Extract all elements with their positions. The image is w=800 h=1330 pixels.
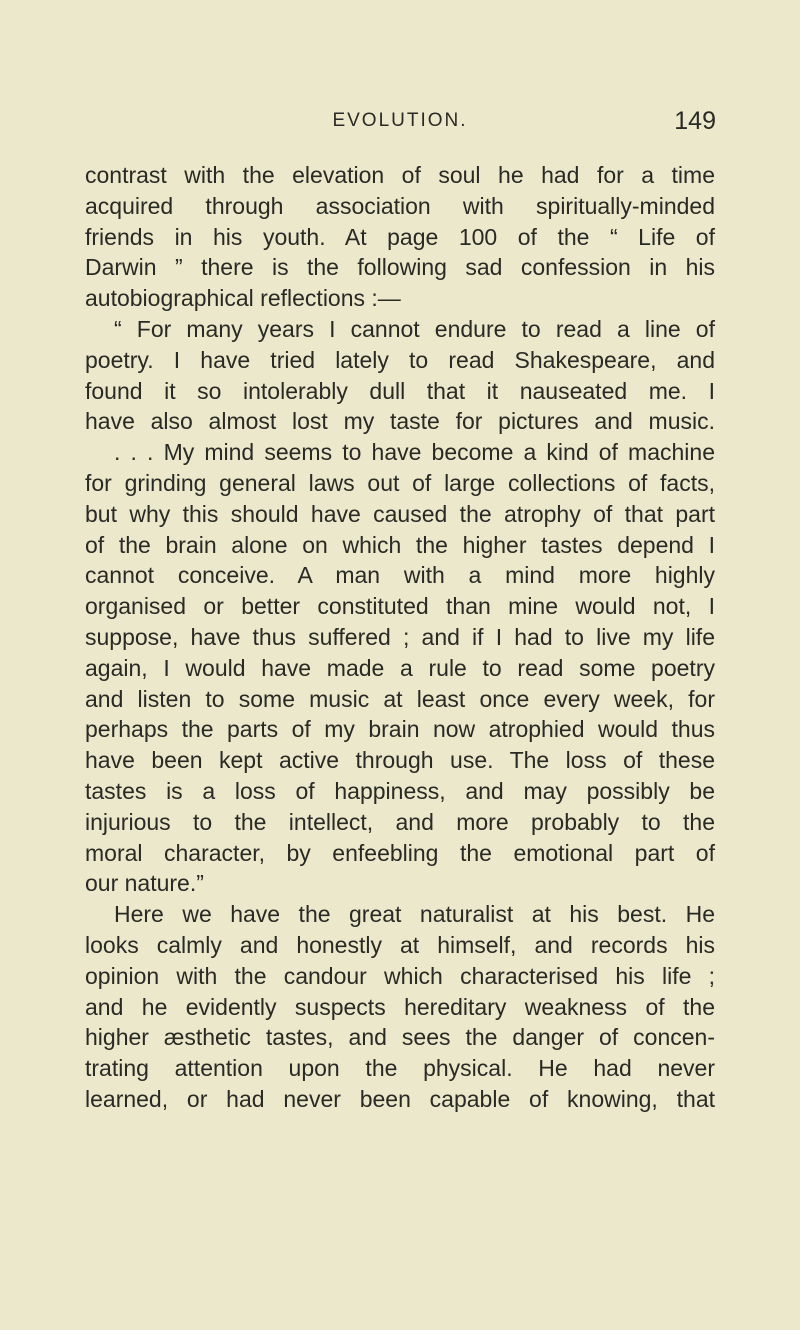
text-line: acquired through association with spiritually-minded (85, 192, 715, 219)
text-line: found it so intolerably dull that it nauseated me. I (85, 377, 715, 404)
text-line: again, I would have made a rule to read some poetry (85, 654, 715, 681)
text-line: poetry. I have tried lately to read Shakespeare, and (85, 346, 715, 373)
text-line: perhaps the parts of my brain now atrophied would thus (85, 716, 715, 743)
text-line: contrast with the elevation of soul he had for a time (85, 162, 715, 188)
text-line: and he evidently suspects hereditary weakness of the (85, 993, 715, 1020)
text-line: looks calmly and honestly at himself, and records his (85, 931, 715, 958)
text-line: trating attention upon the physical. He had never (85, 1055, 715, 1082)
text-line: injurious to the intellect, and more probably to the (85, 808, 715, 835)
text-line: opinion with the candour which characterised his life ; (85, 962, 715, 989)
text-line: cannot conceive. A man with a mind more highly (85, 562, 715, 589)
running-head (0, 104, 800, 138)
text-line: Darwin ” there is the following sad confession in his (85, 254, 715, 281)
text-line: friends in his youth. At page 100 of the “ Life of (85, 223, 715, 250)
text-line: organised or better constituted than mine would not, I (85, 593, 715, 620)
text-line: higher æsthetic tastes, and sees the danger of concen- (85, 1024, 715, 1051)
running-title: EVOLUTION. (332, 110, 468, 131)
text-line: have been kept active through use. The loss of these (85, 747, 715, 774)
text-line: have also almost lost my taste for pictures and music. (85, 408, 715, 435)
body-text (85, 160, 715, 1115)
text-line: tastes is a loss of happiness, and may possibly be (85, 777, 715, 804)
page-number: 149 (674, 107, 716, 135)
text-line: but why this should have caused the atrophy of that part (85, 500, 715, 527)
text-line: and listen to some music at least once every week, for (85, 685, 715, 712)
text-line: . . . My mind seems to have become a kind of machine (114, 439, 715, 466)
text-line: moral character, by enfeebling the emotional part of (85, 839, 715, 866)
text-line: of the brain alone on which the higher tastes depend I (85, 531, 715, 558)
text-line: our nature.” (85, 870, 204, 897)
text-line: suppose, have thus suffered ; and if I had to live my life (85, 623, 715, 650)
text-line: Here we have the great naturalist at his best. He (114, 901, 715, 928)
text-line: for grinding general laws out of large collections of facts, (85, 469, 715, 496)
text-line: autobiographical reflections :— (85, 285, 401, 312)
text-line: “ For many years I cannot endure to read a line of (114, 315, 715, 342)
text-line: learned, or had never been capable of knowing, that (85, 1085, 715, 1112)
